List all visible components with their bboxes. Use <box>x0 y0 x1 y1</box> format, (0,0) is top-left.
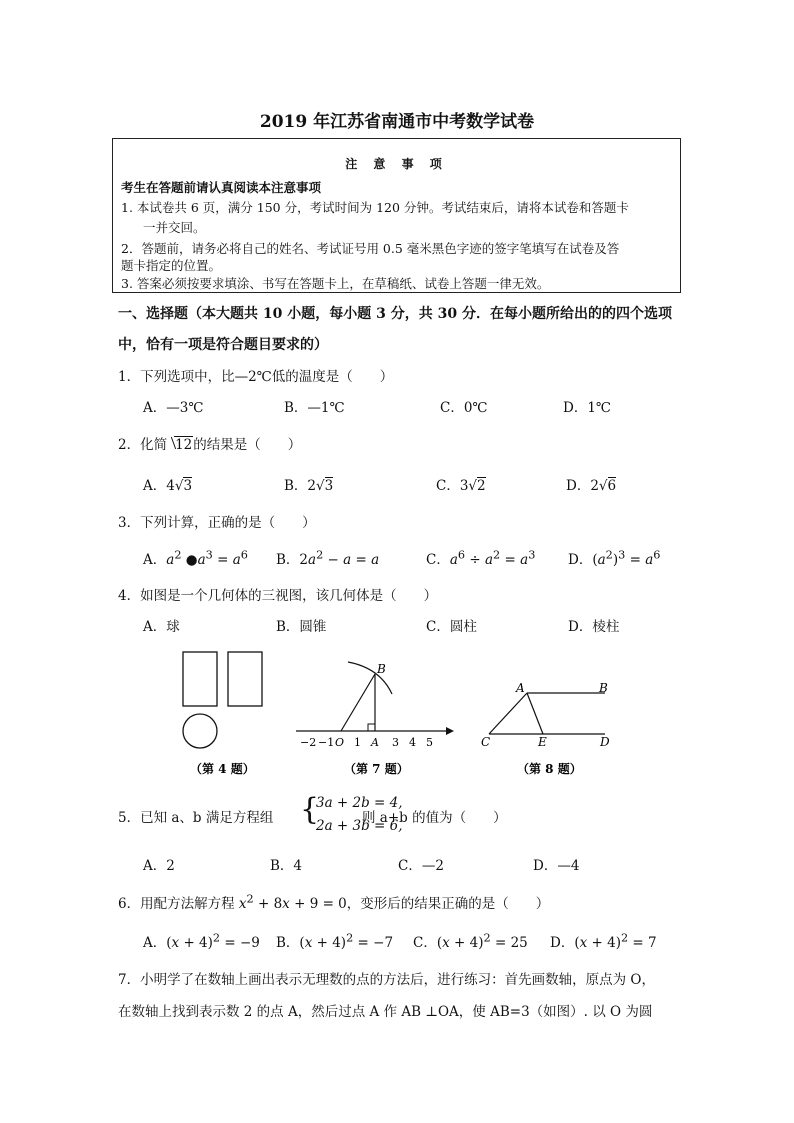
section-heading-line2: 中，恰有一项是符合题目要求的） <box>118 337 328 353</box>
q1-option-b: B．—1℃ <box>284 400 345 416</box>
fig4-front-view <box>183 652 217 706</box>
notice-bold-line: 考生在答题前请认真阅读本注意事项 <box>121 180 322 195</box>
q2-stem: 2．化简 12的结果是（ ） <box>118 437 302 453</box>
fig7-axis-arrow <box>446 727 454 735</box>
q4-option-a: A．球 <box>143 619 180 635</box>
q7-line1: 7．小明学了在数轴上画出表示无理数的点的方法后，进行练习：首先画数轴，原点为 O， <box>118 972 655 988</box>
notice-item-2: 2．答题前，请务必将自己的姓名、考试证号用 0.5 毫米黑色字迹的签字笔填写在试卷及答 <box>121 241 620 256</box>
q1-option-c: C．0℃ <box>440 400 488 416</box>
notice-item-2-cont: 题卡指定的位置。 <box>121 258 222 273</box>
fig8-line-ac <box>489 693 527 734</box>
page-title: 2019 年江苏省南通市中考数学试卷 <box>259 112 535 132</box>
fig4-side-view <box>228 652 262 706</box>
tick-label: −2 <box>300 736 317 749</box>
q2-option-a: A．4√3 <box>143 478 193 494</box>
q3-option-d: D．$(a^2)^3 = a^6$ <box>568 548 661 568</box>
fig7-right-angle <box>368 724 375 731</box>
q5-stem-pre: 5．已知 a、b 满足方程组 <box>118 810 274 826</box>
q5-option-a: A．2 <box>143 858 175 874</box>
q5-eq2: 2a + 3b = 6, <box>316 818 403 834</box>
fig7-caption: （第 7 题） <box>344 762 409 776</box>
tick-label: −1 <box>318 736 335 749</box>
q5-option-c: C．—2 <box>398 858 444 874</box>
q6-stem: 6．用配方法解方程 $x^2 + 8x + 9 = 0$，变形后的结果正确的是（ ） <box>118 892 550 912</box>
q3-option-c: C．$a^6 \div a^2 = a^3$ <box>426 548 536 568</box>
section-heading-line1: 一、选择题（本大题共 10 小题，每小题 3 分，共 30 分．在每小题所给出的的四个选项 <box>118 306 672 322</box>
fig8-label-b: B <box>599 681 608 695</box>
q4-option-c: C．圆柱 <box>426 619 477 635</box>
q2-option-b: B．2√3 <box>284 478 334 494</box>
fig4-caption: （第 4 题） <box>190 762 255 776</box>
q4-option-d: D．棱柱 <box>568 619 620 635</box>
fig8-label-c: C <box>481 735 491 749</box>
q6-option-d: D．$(x + 4)^2 = 7$ <box>550 931 657 951</box>
notice-item-1-cont: 一并交回。 <box>143 220 206 235</box>
notice-item-1: 1. 本试卷共 6 页，满分 150 分，考试时间为 120 分钟。考试结束后，请将本试卷和答题卡 <box>121 200 629 215</box>
fig8-line-ae <box>527 693 543 734</box>
tick-label: 5 <box>426 736 433 749</box>
fig7-tick-labels <box>300 736 433 749</box>
q4-option-b: B．圆锥 <box>276 619 327 635</box>
fig7-label-b: B <box>377 662 386 676</box>
fig8-caption: （第 8 题） <box>517 762 582 776</box>
fig7-line-ob <box>341 674 375 731</box>
tick-label: A <box>371 736 379 749</box>
q5-option-b: B．4 <box>270 858 303 874</box>
q1-option-d: D．1℃ <box>563 400 612 416</box>
q6-option-b: B．$(x + 4)^2 = -7$ <box>276 931 394 951</box>
q5-brace: { <box>300 792 320 827</box>
q2-option-c: C．3√2 <box>436 478 486 494</box>
q6-option-c: C．$(x + 4)^2 = 25$ <box>413 931 528 951</box>
q6-option-a: A．$(x + 4)^2 = -9$ <box>143 931 260 951</box>
q5-eq1: 3a + 2b = 4, <box>316 795 403 811</box>
tick-label: 1 <box>354 736 361 749</box>
fig4-top-view <box>183 714 217 748</box>
q4-stem: 4．如图是一个几何体的三视图，该几何体是（ ） <box>118 588 438 604</box>
q7-line2: 在数轴上找到表示数 2 的点 A，然后过点 A 作 AB ⊥OA，使 AB=3（如图）. 以 O 为圆 <box>118 1004 653 1020</box>
fig8-label-e: E <box>538 735 547 749</box>
figures-row <box>0 640 794 785</box>
tick-label: O <box>335 736 345 749</box>
fig8-label-a: A <box>516 681 525 695</box>
q5-stem-post: 则 a+b 的值为（ ） <box>362 810 507 826</box>
fig8-label-d: D <box>600 735 610 749</box>
q2-option-d: D．2√6 <box>566 478 617 494</box>
q3-option-a: A．$a^2$ $●a^3 = a^6$ <box>143 548 248 568</box>
notice-box <box>112 138 681 293</box>
notice-heading: 注 意 事 项 <box>345 157 448 171</box>
q3-option-b: B．$2a^2 - a = a$ <box>276 548 380 568</box>
q1-option-a: A．—3℃ <box>143 400 204 416</box>
q3-stem: 3．下列计算，正确的是（ ） <box>118 515 316 531</box>
tick-label: 3 <box>392 736 399 749</box>
tick-label: 4 <box>409 736 416 749</box>
q1-stem: 1．下列选项中，比—2℃低的温度是（ ） <box>118 369 394 385</box>
notice-item-3: 3. 答案必须按要求填涂、书写在答题卡上，在草稿纸、试卷上答题一律无效。 <box>121 276 550 291</box>
q5-option-d: D．—4 <box>533 858 580 874</box>
